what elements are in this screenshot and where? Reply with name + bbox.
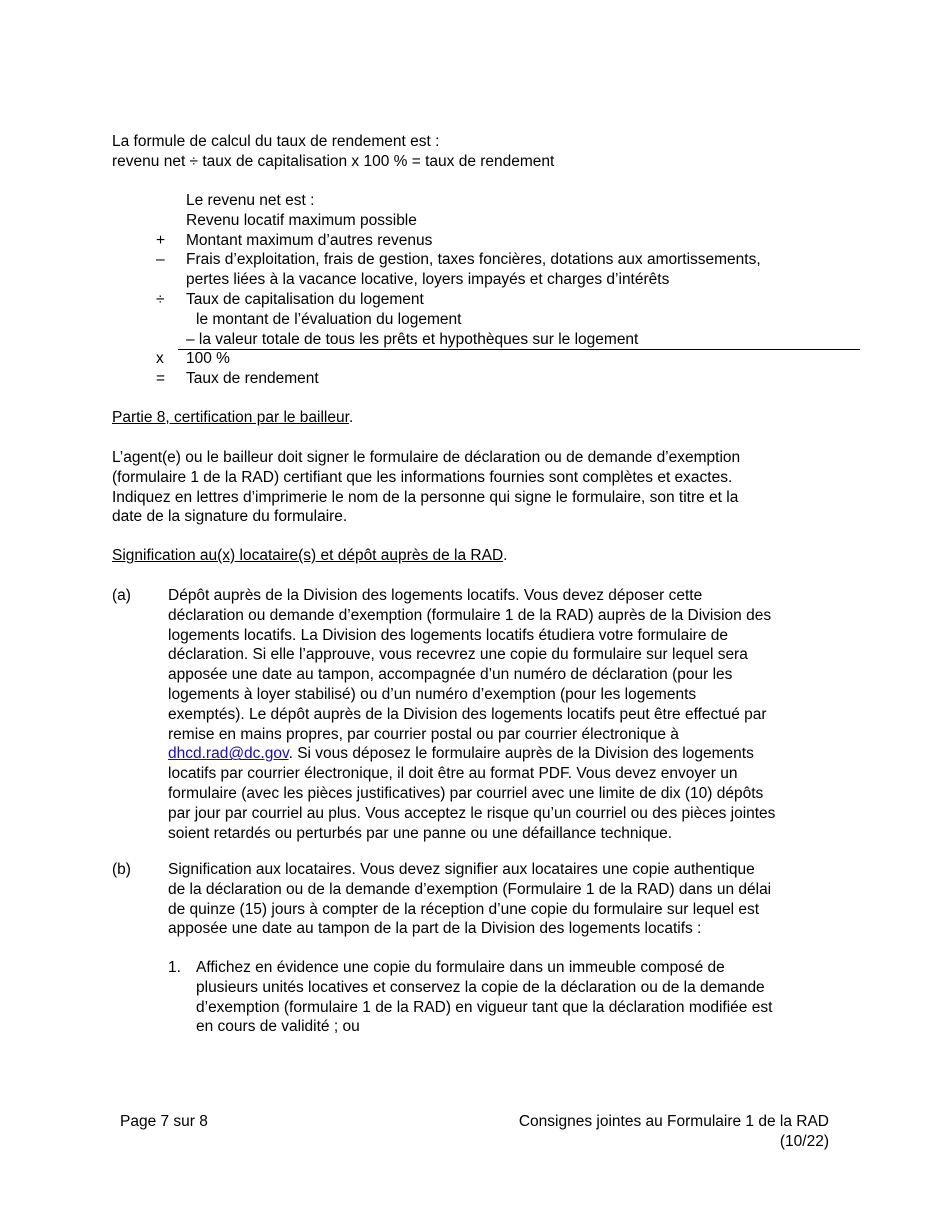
partie-8-paragraph: [112, 448, 842, 527]
paragraph-line: déclaration ou demande d’exemption (formulaire 1 de la RAD) auprès de la Division des: [168, 606, 772, 624]
email-link[interactable]: dhcd.rad@dc.gov: [168, 745, 289, 763]
formula-symbol: ÷: [156, 290, 165, 308]
paragraph-line: apposée une date au tampon de la part de la Division des logements locatifs :: [168, 920, 702, 938]
paragraph-line: Dépôt auprès de la Division des logements locatifs. Vous devez déposer cette: [168, 587, 703, 604]
footer-version: (10/22): [779, 1132, 829, 1150]
formula-denominator: – la valeur totale de tous les prêts et hypothèques sur le logement: [186, 330, 639, 348]
formula-row: [156, 211, 846, 231]
formula-text: Montant maximum d’autres revenus: [186, 231, 433, 249]
paragraph-line: L’agent(e) ou le bailleur doit signer le formulaire de déclaration ou de demande d’exemption: [112, 449, 741, 466]
heading-period: .: [503, 547, 508, 564]
paragraph-line: logements locatifs. La Division des logements locatifs étudiera votre formulaire de: [168, 626, 728, 644]
formula-row: [156, 231, 846, 251]
formula-numerator: le montant de l’évaluation du logement: [196, 310, 462, 328]
formula-intro: [112, 132, 842, 172]
section-heading-text: Partie 8, certification par le bailleur: [112, 409, 349, 426]
section-heading-partie-8: [112, 408, 842, 428]
formula-equation: revenu net ÷ taux de capitalisation x 100 % = taux de rendement: [112, 152, 555, 170]
formula-text: Taux de capitalisation du logement: [186, 290, 424, 308]
item-label: (a): [112, 587, 131, 604]
item-number: 1.: [168, 959, 181, 976]
paragraph-line: apposée une date au tampon, accompagnée d’un numéro de déclaration (pour les: [168, 666, 733, 684]
formula-row: [156, 310, 846, 330]
formula-row: [156, 369, 846, 389]
formula-text: Revenu locatif maximum possible: [186, 211, 417, 229]
item-body: [196, 958, 836, 1037]
net-income-formula: [156, 191, 846, 389]
formula-row: [156, 250, 846, 270]
paragraph-line: locatifs par courrier électronique, il doit être au format PDF. Vous devez envoyer un: [168, 765, 738, 783]
paragraph-line: Signification aux locataires. Vous devez signifier aux locataires une copie authentique: [168, 861, 755, 878]
footer-document-title: [519, 1112, 829, 1152]
paragraph-line: [168, 744, 843, 764]
formula-text: 100 %: [186, 350, 230, 368]
paragraph-line: déclaration. Si elle l’approuve, vous recevrez une copie du formulaire sur lequel sera: [168, 646, 748, 664]
paragraph-line: remise en mains propres, par courrier postal ou par courrier électronique à: [168, 725, 679, 743]
formula-text: Frais d’exploitation, frais de gestion, taxes foncières, dotations aux amortissements,: [186, 251, 761, 269]
formula-row: [156, 290, 846, 310]
item-body: [168, 586, 843, 843]
footer-title: Consignes jointes au Formulaire 1 de la RAD: [518, 1113, 829, 1130]
formula-symbol: x: [156, 350, 164, 368]
item-body: [168, 860, 843, 939]
formula-heading: Le revenu net est :: [186, 192, 315, 209]
paragraph-text: . Si vous déposez le formulaire auprès de la Division des logements: [288, 745, 754, 763]
paragraph-line: Affichez en évidence une copie du formulaire dans un immeuble composé de: [196, 959, 725, 976]
heading-period: .: [348, 409, 354, 426]
formula-text: Taux de rendement: [186, 370, 319, 388]
footer-page-number: Page 7 sur 8: [120, 1113, 208, 1130]
formula-symbol: –: [156, 251, 165, 269]
section-heading-signification: [112, 546, 842, 566]
paragraph-line: soient retardés ou perturbés par une panne ou une défaillance technique.: [168, 824, 673, 842]
formula-symbol: =: [156, 370, 166, 388]
paragraph-line: formulaire (avec les pièces justificatives) par courriel avec une limite de dix (10) dépôts: [168, 784, 764, 802]
paragraph-line: en cours de validité ; ou: [196, 1018, 360, 1036]
formula-symbol: +: [156, 231, 166, 249]
formula-row: [156, 330, 846, 350]
paragraph-line: Indiquez en lettres d’imprimerie le nom de la personne qui signe le formulaire, son titre et la: [112, 488, 739, 506]
formula-row: [156, 191, 846, 211]
paragraph-line: date de la signature du formulaire.: [112, 508, 348, 526]
paragraph-line: logements à loyer stabilisé) ou d’un numéro d’exemption (pour les logements: [168, 685, 697, 703]
item-label: (b): [112, 861, 131, 878]
formula-intro-line: La formule de calcul du taux de rendement est :: [112, 133, 440, 150]
section-heading-text: Signification au(x) locataire(s) et dépôt auprès de la RAD: [112, 547, 504, 564]
paragraph-line: d’exemption (formulaire 1 de la RAD) en vigueur tant que la déclaration modifiée est: [196, 998, 773, 1016]
paragraph-line: (formulaire 1 de la RAD) certifiant que les informations fournies sont complètes et exactes.: [112, 468, 733, 486]
formula-row: [156, 349, 846, 369]
paragraph-line: par jour par courriel au plus. Vous acceptez le risque qu’un courriel ou des pièces jointes: [168, 804, 776, 822]
paragraph-line: plusieurs unités locatives et conservez la copie de la déclaration ou de la demande: [196, 978, 765, 996]
paragraph-line: exemptés). Le dépôt auprès de la Division des logements locatifs peut être effectué par: [168, 705, 767, 723]
formula-text: pertes liées à la vacance locative, loyers impayés et charges d’intérêts: [186, 271, 670, 289]
paragraph-line: de quinze (15) jours à compter de la réception d’une copie du formulaire sur lequel est: [168, 900, 760, 918]
paragraph-line: de la déclaration ou de la demande d’exemption (Formulaire 1 de la RAD) dans un délai: [168, 880, 772, 898]
formula-row: [156, 270, 846, 290]
